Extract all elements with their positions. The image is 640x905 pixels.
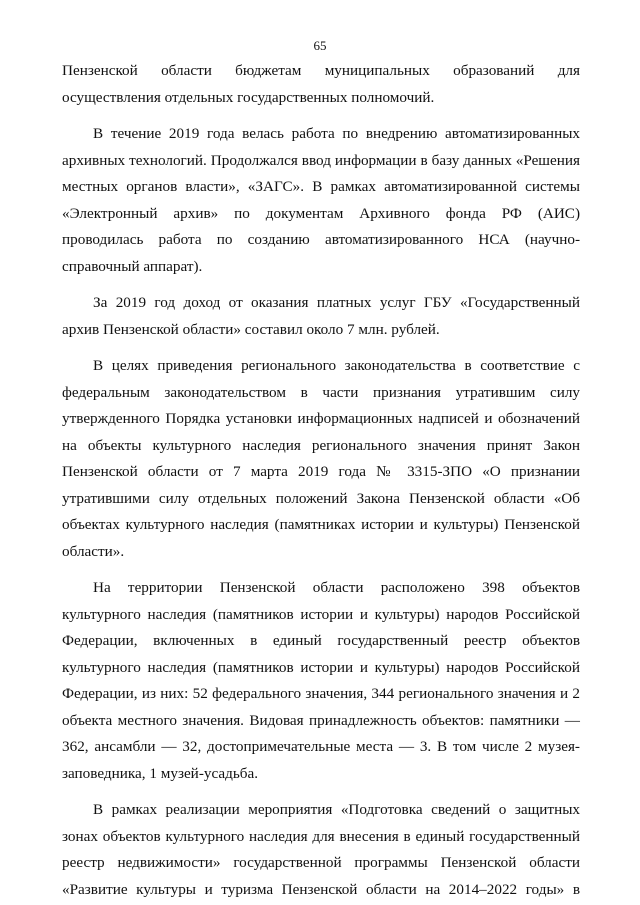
paragraph-archive-income: За 2019 год доход от оказания платных услуг ГБУ «Государственный архив Пензенской области» составил около 7 млн. рублей. — [62, 294, 580, 338]
page-number: 65 — [313, 38, 327, 53]
paragraph-protection-zones: В рамках реализации мероприятия «Подготовка сведений о защитных зонах объектов культурного наследия для внесения в единый государственный реестр недвижимости» государственной программы Пензенской области «Развитие культуры и туризма Пензенской области на 2014–2022 годы» в — [62, 801, 580, 898]
paragraph-heritage-objects: На территории Пензенской области расположено 398 объектов культурного наследия (памятников истории и культуры) народов Российской Федерации, включенных в единый государственный реестр объектов культурного наследия (памятников истории и культуры) народов Российской Федерации, из них: 52 федерального значения, 344 регионального значения и 2 объекта местного значения. Видовая принадлежность объектов: памятники — 362, ансамбли — 32, достопримечательные места — 3. В том числе 2 музея-заповедника, 1 музей-усадьба. — [62, 579, 580, 782]
paragraph-regional-law: В целях приведения регионального законодательства в соответствие с федеральным законодательством в части признания утратившим силу утвержденного Порядка установки информационных надписей и обозначений на объекты культурного наследия регионального значения принят Закон Пензенской области от 7 марта 2019 года № 3315-ЗПО «О признании утратившими силу отдельных положений Закона Пензенской области «Об объектах культурного наследия (памятниках истории и культуры) Пензенской области». — [62, 357, 580, 560]
document-body — [62, 58, 580, 903]
paragraph-archive-technologies: В течение 2019 года велась работа по внедрению автоматизированных архивных технологий. Продолжался ввод информации в базу данных «Решения местных органов власти», «ЗАГС». В рамках автоматизированной системы «Электронный архив» по документам Архивного фонда РФ (АИС) проводилась работа по созданию автоматизированного НСА (научно-справочный аппарат). — [62, 125, 580, 275]
paragraph-continuation: Пензенской области бюджетам муниципальных образований для осуществления отдельных государственных полномочий. — [62, 62, 580, 106]
